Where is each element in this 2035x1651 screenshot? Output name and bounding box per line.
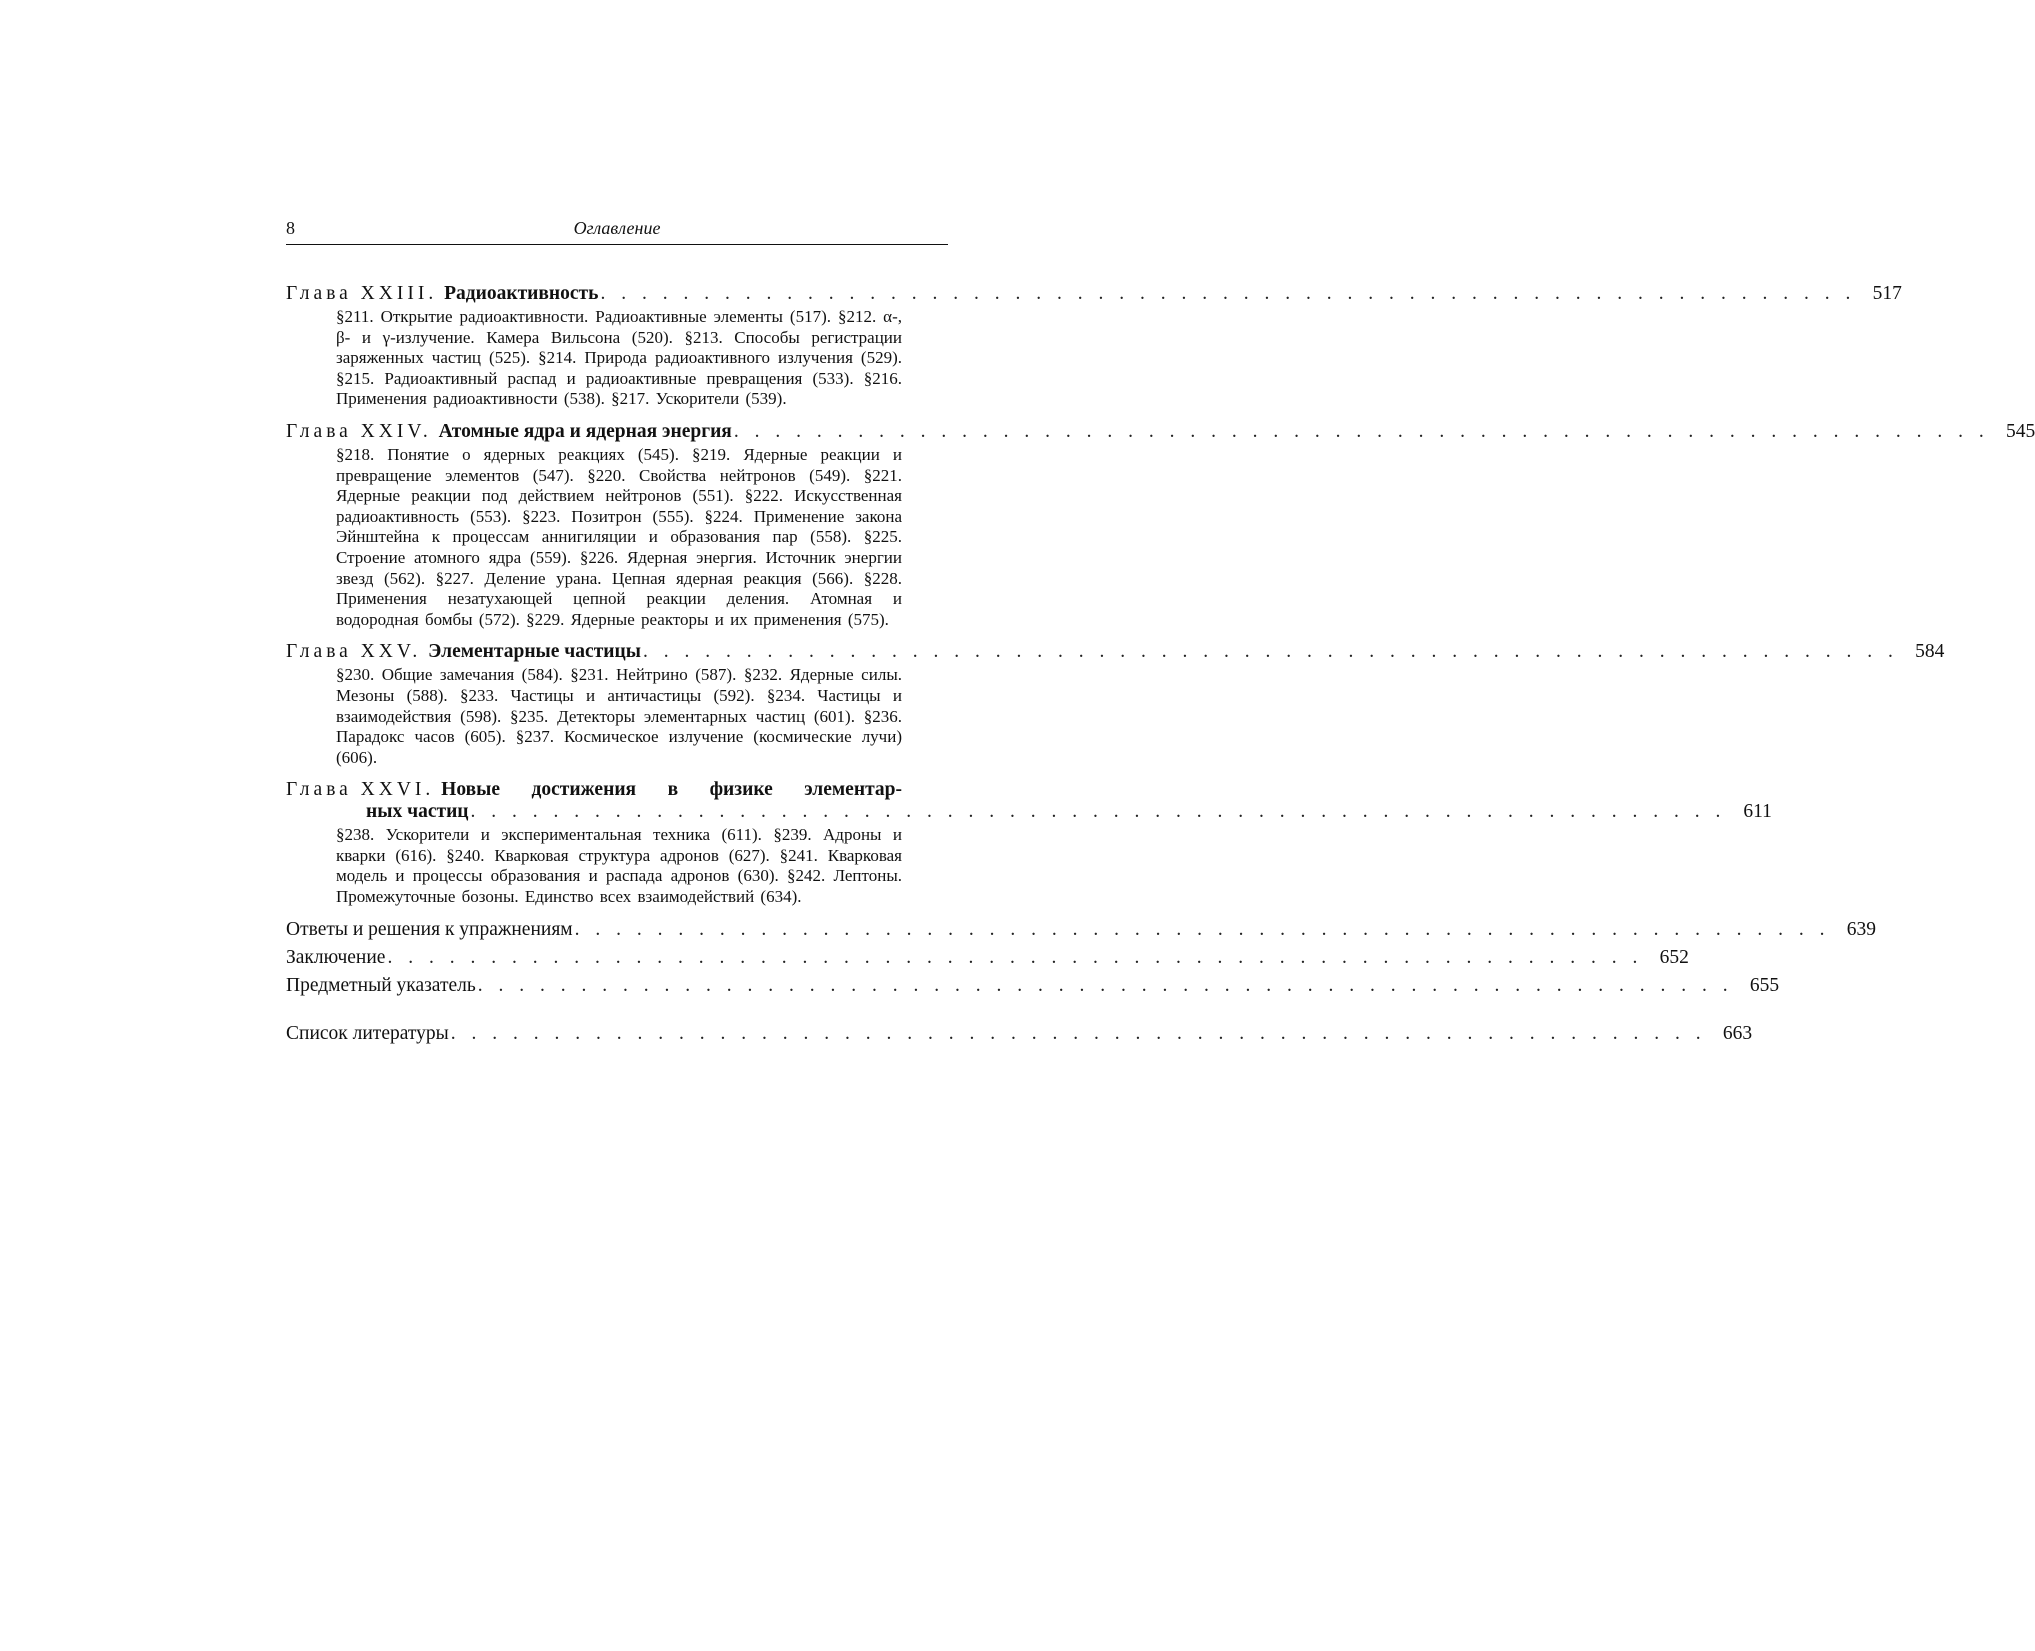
toc-bibliography[interactable] bbox=[286, 1022, 1753, 1045]
page bbox=[286, 218, 2035, 1051]
chapter-page: 611 bbox=[1743, 801, 1772, 823]
dot-leader: . . . . . . . . . . . . . . . . . . . . . . . . . . . . . . . . . . . . . . . . . . . . . . . . . . . . . . . . . . . . . bbox=[643, 641, 1899, 663]
entry-title: Заключение bbox=[286, 946, 386, 968]
toc-chapter-line[interactable] bbox=[286, 779, 948, 801]
entry-title: Предметный указатель bbox=[286, 974, 476, 996]
chapter-page: 584 bbox=[1915, 641, 1945, 663]
entry-page: 663 bbox=[1722, 1022, 1753, 1044]
toc-conclusion[interactable] bbox=[286, 946, 1689, 969]
page-number: 8 bbox=[286, 218, 295, 238]
toc-chapter-25 bbox=[286, 641, 1945, 768]
dot-leader: . . . . . . . . . . . . . . . . . . . . . . . . . . . . . . . . . . . . . . . . . . . . . . . . . . . . . . . . . . . . . bbox=[477, 974, 1734, 996]
toc-chapter-line[interactable] bbox=[286, 420, 2035, 443]
chapter-title: Атомные ядра и ядерная энергия bbox=[438, 420, 732, 442]
entry-page: 652 bbox=[1659, 946, 1689, 968]
chapter-sections: §211. Открытие радиоактивности. Радиоактивные элементы (517). §212. α-, β- и γ-излучение. Камера Вильсона (520). §213. Способы регистрации заряженных частиц (525). §214. Природа радиоактивного излучения (529). §215. Радиоактивный распад и радиоактивные превращения (533). §216. Применения радиоактивности (538). §217. Ускорители (539). bbox=[336, 307, 902, 409]
running-head bbox=[286, 218, 948, 244]
running-title: Оглавление bbox=[573, 218, 661, 238]
chapter-title: Новые достижения в физике элементар- bbox=[441, 779, 902, 801]
dot-leader: . . . . . . . . . . . . . . . . . . . . . . . . . . . . . . . . . . . . . . . . . . . . . . . . . . . . . . . . . . . . . bbox=[733, 420, 1990, 442]
chapter-title: Элементарные частицы bbox=[428, 641, 641, 663]
entry-title: Список литературы bbox=[286, 1022, 449, 1044]
toc-chapter-26 bbox=[286, 779, 1772, 907]
dot-leader: . . . . . . . . . . . . . . . . . . . . . . . . . . . . . . . . . . . . . . . . . . . . . . . . . . . . . . . . . . . . . bbox=[600, 283, 1856, 304]
toc-chapter-line[interactable] bbox=[286, 641, 1945, 663]
dot-leader: . . . . . . . . . . . . . . . . . . . . . . . . . . . . . . . . . . . . . . . . . . . . . . . . . . . . . . . . . . . . . bbox=[574, 918, 1831, 940]
chapter-page: 517 bbox=[1872, 283, 1902, 304]
chapter-label: Глава XXV. bbox=[286, 641, 422, 663]
chapter-title: Радиоактивность bbox=[444, 283, 599, 304]
chapter-sections: §238. Ускорители и экспериментальная техника (611). §239. Адроны и кварки (616). §240. Кварковая структура адронов (627). §241. Кварковая модель и процессы образования и распада адронов (630). §242. Лептоны. Промежуточные бозоны. Единство всех взаимодействий (634). bbox=[336, 825, 902, 907]
chapter-page: 545 bbox=[2006, 420, 2035, 442]
toc-chapter-line[interactable] bbox=[286, 283, 1902, 305]
table-of-contents bbox=[286, 283, 2035, 1045]
toc-chapter-24 bbox=[286, 420, 2035, 630]
dot-leader: . . . . . . . . . . . . . . . . . . . . . . . . . . . . . . . . . . . . . . . . . . . . . . . . . . . . . . . . . . . . . bbox=[450, 1022, 1707, 1044]
dot-leader: . . . . . . . . . . . . . . . . . . . . . . . . . . . . . . . . . . . . . . . . . . . . . . . . . . . . . . . . . . . . . bbox=[470, 801, 1726, 823]
chapter-label: Глава XXIV. bbox=[286, 420, 432, 442]
chapter-sections: §218. Понятие о ядерных реакциях (545). §219. Ядерные реакции и превращение элементов (547). §220. Свойства нейтронов (549). §221. Ядерные реакции под действием нейтронов (551). §222. Искусственная радиоактивность (553). §223. Позитрон (555). §224. Применение закона Эйнштейна к процессам аннигиляции и образования пар (558). §225. Строение атомного ядра (559). §226. Ядерная энергия. Источник энергии звезд (562). §227. Деление урана. Цепная ядерная реакция (566). §228. Применения незатухающей цепной реакции деления. Атомная и водородная бомбы (572). §229. Ядерные реакторы и их применения (575). bbox=[336, 444, 902, 629]
chapter-title-continued: ных частиц bbox=[366, 801, 469, 823]
chapter-label: Глава XXIII. bbox=[286, 283, 438, 304]
toc-chapter-line-continued[interactable] bbox=[286, 801, 1772, 823]
entry-page: 639 bbox=[1846, 918, 1877, 940]
entry-title: Ответы и решения к упражнениям bbox=[286, 918, 573, 940]
dot-leader: . . . . . . . . . . . . . . . . . . . . . . . . . . . . . . . . . . . . . . . . . . . . . . . . . . . . . . . . . . . . . bbox=[387, 946, 1643, 968]
chapter-sections: §230. Общие замечания (584). §231. Нейтрино (587). §232. Ядерные силы. Мезоны (588). §233. Частицы и античастицы (592). §234. Частицы и взаимодействия (598). §235. Детекторы элементарных частиц (601). §236. Парадокс часов (605). §237. Космическое излучение (космические лучи) (606). bbox=[336, 665, 902, 767]
entry-page: 655 bbox=[1749, 974, 1780, 996]
chapter-label: Глава XXVI. bbox=[286, 779, 435, 801]
toc-chapter-23 bbox=[286, 283, 1902, 410]
header-rule bbox=[286, 244, 948, 245]
toc-subject-index[interactable] bbox=[286, 974, 1780, 997]
toc-answers[interactable] bbox=[286, 918, 1877, 941]
